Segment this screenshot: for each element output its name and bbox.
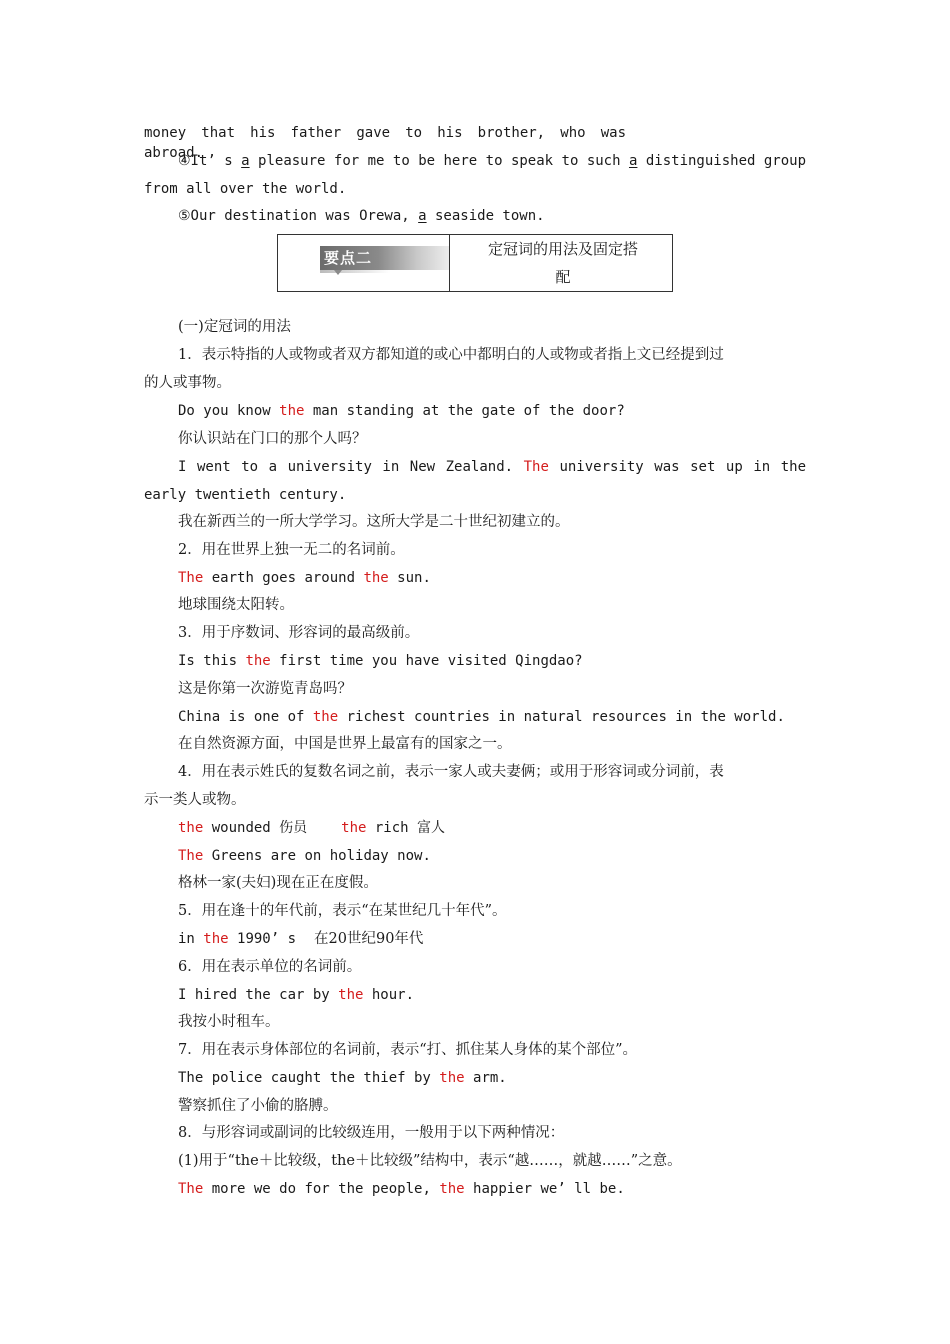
highlighted-article: The [178,1181,204,1197]
highlighted-article: the [203,931,229,947]
translation: 格林一家(夫妇)现在正在度假。 [178,875,378,891]
text-line: money that his father gave to his brother, who was abroad. [144,125,626,161]
tag-notch-icon [334,270,342,275]
rule-text: 7．用在表示身体部位的名词前，表示“打、抓住某人身体的某个部位”。 [178,1042,638,1058]
translation: 我按小时租车。 [178,1014,280,1030]
underlined-answer: a [241,153,250,169]
highlighted-article: The [178,848,204,864]
text-line: from all over the world. [144,181,347,197]
translation-inline: 在20世纪90年代 [314,931,424,947]
highlighted-article: the [279,403,305,419]
rule-text: 6．用在表示单位的名词前。 [178,959,362,975]
highlighted-article: The [523,459,549,475]
highlighted-article: the [439,1070,465,1086]
highlighted-article: the [312,709,339,725]
highlighted-article: The [178,570,204,586]
example-sentence [178,985,414,1005]
text-span: earth goes around [203,570,364,586]
text-span: I hired the car by [178,987,339,1003]
text-span: in [178,931,204,947]
text-span: rich 富人 [366,820,446,836]
example-phrase [178,929,423,949]
rule-text: 2．用在世界上独一无二的名词前。 [178,542,405,558]
text-span: The police caught the thief by [178,1070,440,1086]
text-span: man standing at the gate of the door? [304,403,625,419]
translation: 你认识站在门口的那个人吗？ [178,431,367,447]
section-header-box [277,234,673,292]
example-phrase [178,818,445,838]
rule-text: (1)用于“the＋比较级，the＋比较级”结构中，表示“越……，就越……”之意。 [178,1153,682,1169]
underlined-answer: a [418,208,427,224]
translation: 在自然资源方面，中国是世界上最富有的国家之一。 [178,736,512,752]
translation: 这是你第一次游览青岛吗？ [178,681,352,697]
translation: 地球围绕太阳转。 [178,597,294,613]
section-title-line: 配 [555,268,571,286]
text-span: distinguished group [637,153,807,169]
example-sentence [178,846,431,866]
rule-text: 1．表示特指的人或物或者双方都知道的或心中都明白的人或物或者指上文已经提到过 [178,347,724,363]
example-sentence [178,1179,625,1199]
example-sentence [178,568,431,588]
rule-text: 8．与形容词或副词的比较级连用，一般用于以下两种情况： [178,1125,565,1141]
text-span: pleasure for me to be here to speak to such [249,153,629,169]
underlined-answer: a [628,153,638,169]
example-sentence [178,707,785,727]
text-span: happier we’ ll be. [464,1181,625,1197]
text-span: Is this [178,653,246,669]
text-line [178,206,545,226]
text-span: sun. [388,570,431,586]
highlighted-article: the [341,820,367,836]
text-span: 1990’ s [228,931,297,947]
rule-text: 示一类人或物。 [144,792,246,808]
text-span: arm. [464,1070,507,1086]
text-span: China is one of [178,709,313,725]
text-span: ⑤Our destination was Orewa, [178,208,419,224]
section-title-line: 定冠词的用法及固定搭 [487,240,638,258]
example-sentence: early twentieth century. [144,487,347,503]
text-span: ④It’ s [178,153,242,169]
text-span: seaside town. [426,208,545,224]
text-span: richest countries in natural resources in the world. [338,709,785,725]
tag-shadow [320,270,390,273]
box-divider [449,235,450,291]
rule-text: 5．用在逢十的年代前，表示“在某世纪几十年代”。 [178,903,507,919]
text-span: I went to a university in New Zealand. [178,459,524,475]
example-sentence [178,401,625,421]
section-title [458,235,668,291]
example-sentence [178,651,583,671]
highlighted-article: the [178,820,204,836]
example-sentence [178,457,806,477]
text-line [178,151,806,171]
section-heading: (一)定冠词的用法 [178,319,291,335]
rule-text: 3．用于序数词、形容词的最高级前。 [178,625,420,641]
text-span: first time you have visited Qingdao? [270,653,583,669]
text-span: wounded 伤员 [203,820,308,836]
text-span: more we do for the people, [203,1181,440,1197]
highlighted-article: the [245,653,271,669]
highlighted-article: the [338,987,364,1003]
example-sentence [178,1068,507,1088]
highlighted-article: the [439,1181,465,1197]
text-span: Do you know [178,403,280,419]
section-tag [320,246,450,270]
text-span: hour. [363,987,415,1003]
text-span: Greens are on holiday now. [203,848,431,864]
highlighted-article: the [363,570,389,586]
text-span: university was set up in the [548,459,806,475]
section-tag-label: 要点二 [324,249,373,267]
rule-text: 4．用在表示姓氏的复数名词之前，表示一家人或夫妻俩；或用于形容词或分词前，表 [178,764,724,780]
translation: 我在新西兰的一所大学学习。这所大学是二十世纪初建立的。 [178,514,570,530]
rule-text: 的人或事物。 [144,375,231,391]
translation: 警察抓住了小偷的胳膊。 [178,1098,338,1114]
